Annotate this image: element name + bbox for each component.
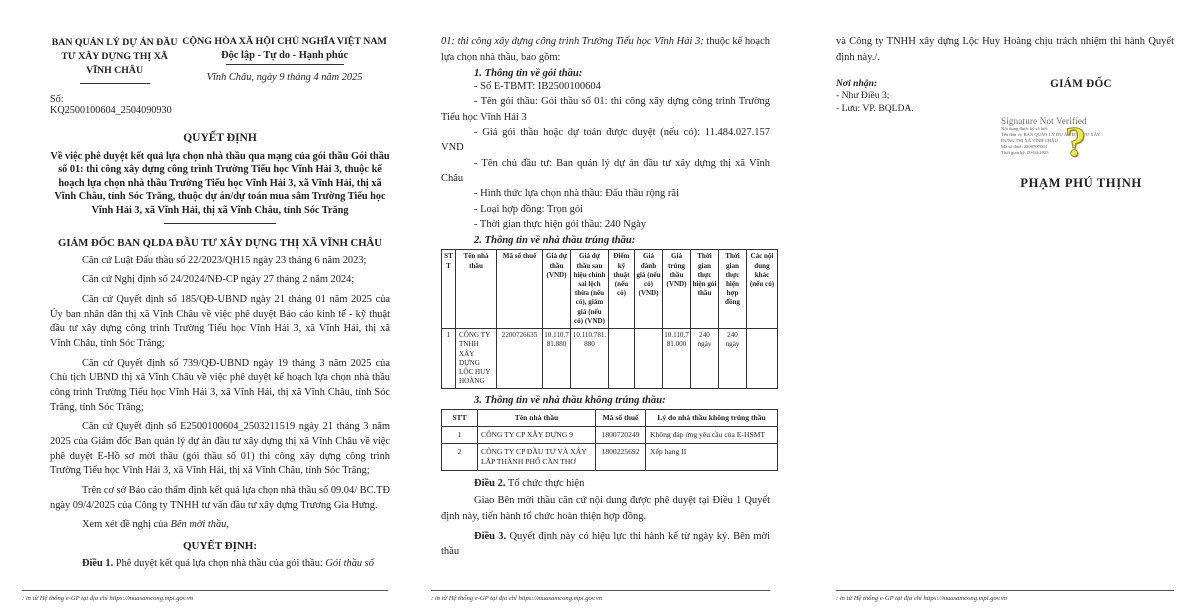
recipients-label: Nơi nhận: — [836, 77, 878, 89]
table-cell: 1800720249 — [596, 427, 646, 444]
recipient-item: - Lưu: VP. BQLDA. — [836, 103, 914, 115]
page-header — [50, 36, 390, 116]
table-header-cell: Thời gian thực hiện gói thầu — [691, 250, 719, 329]
signer-name: PHẠM PHÚ THỊNH — [1020, 176, 1142, 191]
package-info-item: - Giá gói thầu hoặc dự toán được duyệt (nếu có): 11.484.027.157 VND — [441, 127, 770, 154]
recipient-item: - Như Điều 3; — [836, 89, 890, 101]
table-cell: Xếp hạng II — [646, 444, 778, 471]
table-header-cell: STT — [442, 410, 478, 427]
page-1 — [0, 0, 400, 615]
recipients-block — [836, 78, 988, 192]
package-info-item: - Thời gian thực hiện gói thầu: 240 Ngày — [474, 219, 647, 231]
table-header-row — [442, 410, 778, 427]
digital-signature-stamp — [1001, 115, 1161, 166]
table-header-cell: Mã số thuế — [596, 410, 646, 427]
footnote-separator — [431, 590, 770, 591]
table-cell: 10.110.781.000 — [663, 329, 691, 389]
signature-detail: Mã số thuế: 2200707063 — [1001, 144, 1047, 150]
article-3-label: Điều 3. — [474, 530, 507, 542]
table-cell: 1 — [442, 427, 478, 444]
table-row — [442, 427, 778, 444]
continuation-paragraph — [441, 34, 770, 65]
national-motto: Độc lập - Tự do - Hạnh phúc — [221, 50, 349, 61]
table-header-cell: Thời gian thực hiện hợp đồng — [719, 250, 747, 329]
legal-basis-paragraph: Căn cứ Luật Đấu thầu số 22/2023/QH15 ngày 23 tháng 6 năm 2023; — [82, 254, 367, 266]
signature-detail: DỰNG THỊ XÃ VĨNH CHÂU — [1001, 137, 1058, 143]
article-3 — [441, 529, 770, 560]
signature-detail: Thời gian ký: 09-04-2025 — [1001, 150, 1049, 156]
table-row — [442, 329, 778, 389]
legal-basis-paragraph: Trên cơ sở Báo cáo thẩm định kết quả lựa chọn nhà thầu số 09.04/ BC.TĐ ngày 09/4/2025 của Công ty TNHH tư vấn đầu tư xây dựng Trương Gia Hưng. — [50, 484, 390, 511]
legal-basis-paragraph: Căn cứ Quyết định số 185/QĐ-UBND ngày 21 tháng 01 năm 2025 của Ủy ban nhân dân thị xã Vĩnh Châu về việc phê duyệt Báo cáo kinh tế - kỹ thuật đầu tư xây dựng công trình Trường Tiểu học Vĩnh Hải 3, xã Vĩnh Hải, thị xã Vĩnh Châu, tỉnh Sóc Trăng; — [50, 293, 390, 349]
org-underline — [80, 83, 150, 84]
article-1-text: Phê duyệt kết quả lựa chọn nhà thầu của gói thầu: — [113, 557, 326, 569]
article-3-text: Quyết định này có hiệu lực thi hành kể từ ngày ký. Bên mời thầu — [441, 530, 770, 558]
table-cell: 1 — [442, 329, 456, 389]
section-3-heading: 3. Thông tin về nhà thầu không trúng thầu: — [474, 395, 666, 407]
table-header-cell: Giá dự thầu (VND) — [543, 250, 571, 329]
table-header-cell: STT — [442, 250, 456, 329]
issuing-org-block — [50, 36, 179, 116]
consideration-italic: Bên mời thầu, — [170, 519, 229, 531]
signer-block — [988, 78, 1174, 192]
article-1-label: Điều 1. — [82, 557, 114, 569]
package-info-item: - Tên gói thầu: Gói thầu số 01: thi công xây dựng công trình Trường Tiểu học Vĩnh Hải 3 — [441, 96, 770, 123]
director-heading: GIÁM ĐỐC BAN QLDA ĐẦU TƯ XÂY DỰNG THỊ XÃ VĨNH CHÂU — [58, 236, 382, 249]
table-cell: 10.110.781.880 — [571, 329, 609, 389]
table-cell — [635, 329, 663, 389]
signature-detail: Nội dung được ký số bởi: — [1001, 125, 1049, 131]
footnote-text: : in từ Hệ thống e-GP tại địa chỉ https://muasamcong.mpi.gov.vn — [431, 595, 603, 602]
decision-heading: QUYẾT ĐỊNH — [183, 131, 257, 144]
section-1-heading: 1. Thông tin về gói thầu: — [474, 68, 583, 80]
page-3 — [800, 0, 1200, 615]
footnote-text: : in từ Hệ thống e-GP tại địa chỉ https://muasamcong.mpi.gov.vn — [22, 595, 194, 602]
table-cell — [747, 329, 778, 389]
table-header-cell: Tên nhà thầu — [456, 250, 497, 329]
table-cell — [609, 329, 635, 389]
document-number: Số: KQ2500100604_2504090930 — [50, 93, 172, 116]
table-cell: CÔNG TY CP ĐẦU TƯ VÀ XÂY LẮP THÀNH PHỐ CẦN THƠ — [478, 444, 596, 471]
table-header-cell: Các nội dung khác (nếu có) — [747, 250, 778, 329]
consideration-prefix: Xem xét đề nghị của — [82, 519, 171, 531]
issuing-org-name: BAN QUẢN LÝ DỰ ÁN ĐẦU TƯ XÂY DỰNG THỊ XÃ VĨNH CHÂU — [51, 37, 178, 77]
table-cell: CÔNG TY TNHH XÂY DỰNG LỘC HUY HOÀNG — [456, 329, 497, 389]
consideration-line — [50, 518, 390, 533]
table-cell: Không đáp ứng yêu cầu của E-HSMT — [646, 427, 778, 444]
article-2-text: Tổ chức thực hiện — [505, 477, 585, 489]
table-row — [442, 444, 778, 471]
legal-basis-paragraph: Căn cứ Quyết định số E2500100604_2503211519 ngày 21 tháng 3 năm 2025 của Giám đốc Ban quản lý dự án đầu tư xây dựng thị xã Vĩnh Châu về việc phê duyệt E-Hồ sơ mời thầu (gói thầu số 01) thi công xây dựng công trình Trường Tiểu học Vĩnh Hải 3, xã Vĩnh Hải, thị xã Vĩnh Châu, tỉnh Sóc Trăng; — [50, 421, 390, 477]
closing-paragraph: và Công ty TNHH xây dựng Lộc Huy Hoàng chịu trách nhiệm thi hành Quyết định này./. — [836, 36, 1174, 63]
package-info-item: - Tên chủ đầu tư: Ban quản lý dự án đầu tư xây dựng thị xã Vĩnh Châu — [441, 157, 770, 185]
page-footnote — [22, 590, 388, 602]
continuation-rest: thuộc kế hoạch lựa chọn nhà thầu, bao gồm: — [441, 36, 771, 63]
table-cell: 2200726635 — [497, 329, 543, 389]
table-header-cell: Mã số thuế — [497, 250, 543, 329]
package-info-item: - Loại hợp đồng: Trọn gói — [474, 203, 584, 215]
table-header-cell: Giá trúng thầu (VND) — [663, 250, 691, 329]
footnote-separator — [836, 590, 1174, 591]
winning-bidder-table — [441, 249, 778, 389]
footnote-text: : in từ Hệ thống e-GP tại địa chỉ https://muasamcong.mpi.gov.vn — [836, 595, 1008, 602]
table-header-cell: Giá đánh giá (nếu có) (VND) — [635, 250, 663, 329]
place-date: Vĩnh Châu, ngày 9 tháng 4 năm 2025 — [206, 72, 363, 83]
table-cell: CÔNG TY CP XÂY DỰNG 9 — [478, 427, 596, 444]
table-header-cell: Điểm kỹ thuật (nếu có) — [609, 250, 635, 329]
national-header-block — [179, 36, 390, 116]
signature-detail: Tên đơn vị: BAN QUẢN LÝ DỰ ÁN ĐẦU TƯ XÂY — [1001, 131, 1101, 137]
legal-basis-paragraph: Căn cứ Quyết định số 739/QĐ-UBND ngày 19 tháng 3 năm 2025 của Chủ tịch UBND thị xã Vĩnh Châu về việc phê duyệt kế hoạch lựa chọn nhà thầu công trình Trường Tiểu học Vĩnh Hải 3, xã Vĩnh Hải, thị xã Vĩnh Châu, tỉnh Sóc Trăng, tỉnh Sóc Trăng; — [50, 357, 390, 413]
page-2 — [400, 0, 800, 615]
legal-basis-paragraph: Căn cứ Nghị định số 24/2024/NĐ-CP ngày 27 tháng 2 năm 2024; — [82, 274, 355, 286]
table-cell: 1800225692 — [596, 444, 646, 471]
table-cell: 240 ngày — [719, 329, 747, 389]
signature-section — [836, 78, 1174, 192]
table-header-cell: Tên nhà thầu — [478, 410, 596, 427]
title-underline — [164, 223, 276, 224]
page-footnote — [431, 590, 770, 602]
table-cell: 2 — [442, 444, 478, 471]
footnote-separator — [22, 590, 388, 591]
table-header-row — [442, 250, 778, 329]
table-cell: 10.110.781.880 — [543, 329, 571, 389]
section-2-heading: 2. Thông tin về nhà thầu trúng thầu: — [474, 235, 636, 247]
decision-title: Về việc phê duyệt kết quả lựa chọn nhà thầu qua mạng của gói thầu Gói thầu số 01: thi công xây dựng công trình Trường Tiểu học Vĩnh Hải 3, thuộc kế hoạch lựa chọn nhà thầu Trường Tiểu học Vĩnh Hải 3, xã Vĩnh Hải, thị xã Vĩnh Châu, tỉnh Sóc Trăng, thuộc dự án/dự toán mua sắm Trường Tiểu học Vĩnh Hải 3, xã Vĩnh Hải, thị xã Vĩnh Châu, tỉnh Sóc Trăng — [50, 150, 390, 216]
table-cell: 240 ngày — [691, 329, 719, 389]
unsuccessful-bidders-table — [441, 409, 778, 470]
article-2 — [441, 476, 770, 491]
decides-heading: QUYẾT ĐỊNH: — [182, 539, 258, 552]
national-header: CỘNG HÒA XÃ HỘI CHỦ NGHĨA VIỆT NAM — [182, 36, 387, 47]
page-footnote — [836, 590, 1174, 602]
question-mark-icon: ? — [1065, 119, 1087, 166]
article-2-label: Điều 2. — [474, 477, 506, 489]
article-2-body: Giao Bên mời thầu căn cứ nội dung được phê duyệt tại Điều 1 Quyết định này, tiến hành tổ chức hoàn thiện hợp đồng. — [441, 495, 770, 522]
signature-status: Signature Not Verified — [1001, 115, 1087, 126]
article-1 — [50, 557, 390, 572]
package-info-item: - Hình thức lựa chọn nhà thầu: Đấu thầu rộng rãi — [474, 188, 679, 200]
signer-title: GIÁM ĐỐC — [1050, 77, 1112, 90]
article-1-italic: Gói thầu số — [325, 557, 374, 569]
table-header-cell: Lý do nhà thầu không trúng thầu — [646, 410, 778, 427]
motto-underline — [226, 64, 344, 65]
table-header-cell: Giá dự thầu sau hiệu chỉnh sai lệch thừa (nếu có), giảm giá (nếu có) (VND) — [571, 250, 609, 329]
continuation-italic: 01: thi công xây dựng công trình Trường Tiểu học Vĩnh Hải 3; — [441, 36, 704, 47]
package-info-item: - Số E-TBMT: IB2500100604 — [474, 81, 601, 93]
